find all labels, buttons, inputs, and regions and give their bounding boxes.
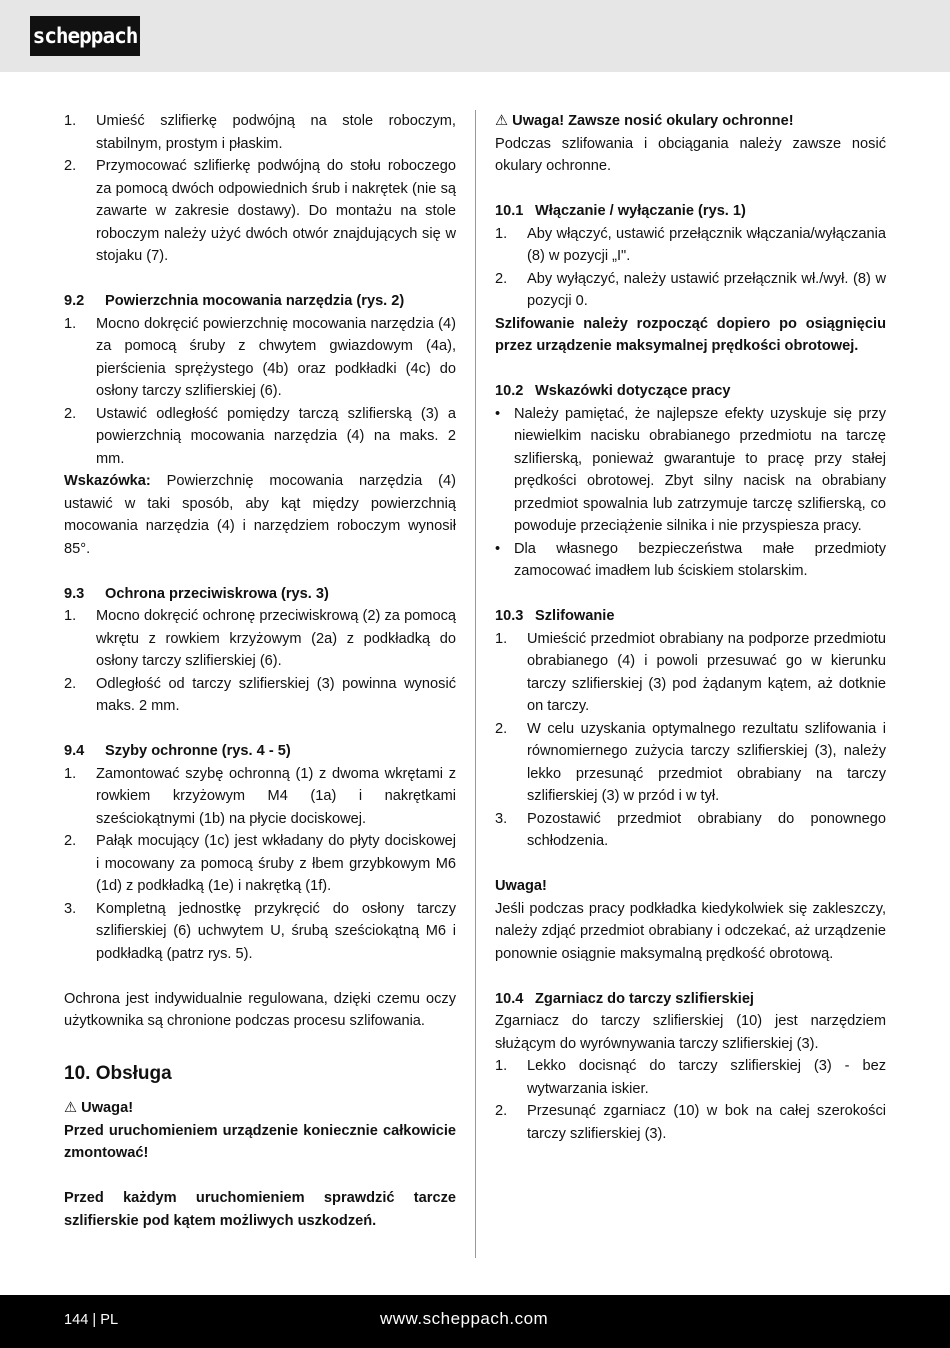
brand-logo: scheppach	[30, 16, 140, 56]
warning-triangle-icon: ⚠	[495, 113, 509, 129]
header-bar	[0, 0, 950, 72]
list-item: 2. Przesunąć zgarniacz (10) w bok na całej szerokości tarczy szlifierskiej (3).	[495, 1103, 886, 1142]
hint-paragraph: Wskazówka: Powierzchnię mocowania narzędzia (4) ustawić w taki sposób, aby kąt między powierzchnią mocowania narzędzia (4) i narzędziem roboczym wynosił 85°.	[64, 473, 456, 557]
dresser-intro: Zgarniacz do tarczy szlifierskiej (10) jest narzędziem służącym do wyrównywania tarczy szlifierskiej (3).	[495, 1013, 886, 1052]
column-divider	[475, 110, 476, 1258]
goggles-warning-text: Podczas szlifowania i obciągania należy zawsze nosić okulary ochronne.	[495, 135, 886, 174]
section-heading-9-2: 9.2 Powierzchnia mocowania narzędzia (rys. 2)	[64, 293, 405, 309]
protection-note: Ochrona jest indywidualnie regulowana, dzięki czemu oczy użytkownika są chronione podczas procesu szlifowania.	[64, 990, 456, 1029]
list-item: 2. Przymocować szlifierkę podwójną do stołu roboczego za pomocą dwóch odpowiednich śrub i nakrętek (nie są zawarte w zakresie dostawy). Do montażu na stole roboczym należy użyć dwóch otwór znajdujących się w stojaku (7).	[64, 158, 456, 264]
bullet-item: • Należy pamiętać, że najlepsze efekty uzyskuje się przy niewielkim nacisku obrabianego przedmiotu na tarczę szlifierską, ponieważ gwarantuje to pracę przy stałej prędkości obrotowej. Zbyt silny nacisk na obrabiany przedmiot spowalnia lub zatrzymuje tarczę szlifierską, co powoduje przeciążenie silnika i nie przyspiesza pracy.	[495, 405, 886, 534]
list-item: 1. Umieścić przedmiot obrabiany na podporze przedmiotu obrabianego (4) i powoli przesuwać go w kierunku tarczy szlifierskiej (3) pod żądanym kątem, aż dotknie on tarczy.	[495, 630, 886, 714]
bullet-item: • Dla własnego bezpieczeństwa małe przedmioty zamocować imadłem lub ściskiem stolarskim.	[495, 540, 886, 579]
list-item: 1. Umieść szlifierkę podwójną na stole roboczym, stabilnym, prostym i płaskim.	[64, 113, 456, 152]
section-heading-10-1: 10.1 Włączanie / wyłączanie (rys. 1)	[495, 203, 746, 219]
section-heading-9-3: 9.3 Ochrona przeciwiskrowa (rys. 3)	[64, 585, 329, 602]
section-heading-10-2: 10.2 Wskazówki dotyczące pracy	[495, 383, 731, 399]
section-heading-10-3: 10.3 Szlifowanie	[495, 608, 615, 624]
warning-title: ⚠ Uwaga!	[64, 1100, 134, 1116]
caution-title: Uwaga!	[495, 878, 547, 894]
list-item: 1. Mocno dokręcić ochronę przeciwiskrową (2) za pomocą wkrętu z rowkiem krzyżowym (2a) z podkładką do osłony tarczy szlifierskiej (6).	[64, 608, 456, 669]
list-item: 2. Ustawić odległość pomiędzy tarczą szlifierską (3) a powierzchnią mocowania narzędzia (4) na maks. 2 mm.	[64, 405, 456, 467]
bold-note: Szlifowanie należy rozpocząć dopiero po osiągnięciu przez urządzenie maksymalnej prędkości obrotowej.	[495, 315, 886, 354]
caution-text: Jeśli podczas pracy podkładka kiedykolwiek się zakleszczy, należy zdjąć przedmiot obrabiany i odczekać, aż urządzenie ponownie osiągnie maksymalną prędkość obrotową.	[495, 900, 886, 962]
right-column	[495, 110, 886, 1145]
goggles-warning-title: ⚠ Uwaga! Zawsze nosić okulary ochronne!	[495, 113, 794, 129]
list-item: 3. Kompletną jednostkę przykręcić do osłony tarczy szlifierskiej (6) uchwytem U, śrubą sześciokątną M6 i podkładką (patrz rys. 5).	[64, 900, 456, 962]
list-item: 1. Zamontować szybę ochronną (1) z dwoma wkrętami z rowkiem krzyżowym M4 (1a) i nakrętkami sześciokątnymi (1b) na płycie dociskowej.	[64, 765, 456, 827]
page-number: 144 | PL	[64, 1312, 119, 1328]
warning-triangle-icon: ⚠	[64, 1100, 78, 1116]
list-item: 3. Pozostawić przedmiot obrabiany do ponownego schłodzenia.	[495, 810, 886, 849]
list-item: 1. Lekko docisnąć do tarczy szlifierskiej (3) - bez wytwarzania iskier.	[495, 1058, 886, 1097]
left-column	[64, 110, 456, 1232]
list-item: 2. W celu uzyskania optymalnego rezultatu szlifowania i równomiernego zużycia tarczy szlifierskiej (3), należy lekko przesunąć przedmiot obrabiany na tarczy szlifierskiej (3) w przód i w tył.	[495, 720, 886, 804]
warning-text: Przed uruchomieniem urządzenie koniecznie całkowicie zmontować!	[64, 1122, 456, 1161]
section-heading-10: 10. Obsługa	[64, 1063, 172, 1084]
section-heading-9-4: 9.4 Szyby ochronne (rys. 4 - 5)	[64, 743, 291, 759]
website-link[interactable]: www.scheppach.com	[380, 1309, 549, 1328]
footer-bar	[0, 1295, 950, 1348]
list-item: 1. Aby włączyć, ustawić przełącznik włączania/wyłączania (8) w pozycji „I".	[495, 225, 886, 264]
section-heading-10-4: 10.4 Zgarniacz do tarczy szlifierskiej	[495, 990, 754, 1007]
check-text: Przed każdym uruchomieniem sprawdzić tarcze szlifierskie pod kątem możliwych uszkodzeń.	[64, 1190, 456, 1229]
list-item: 1. Mocno dokręcić powierzchnię mocowania narzędzia (4) za pomocą śruby z chwytem gwiazdowym (4a), pierścienia sprężystego (4b) oraz podkładki (4c) do osłony tarczy szlifierskiej (6).	[64, 315, 456, 399]
list-item: 2. Pałąk mocujący (1c) jest wkładany do płyty dociskowej i mocowany za pomocą śruby z łbem grzybkowym M6 (1d) z podkładką (1e) i nakrętką (1f).	[64, 833, 456, 894]
list-item: 2. Odległość od tarczy szlifierskiej (3) powinna wynosić maks. 2 mm.	[64, 675, 456, 714]
list-item: 2. Aby wyłączyć, należy ustawić przełącznik wł./wył. (8) w pozycji 0.	[495, 270, 886, 309]
